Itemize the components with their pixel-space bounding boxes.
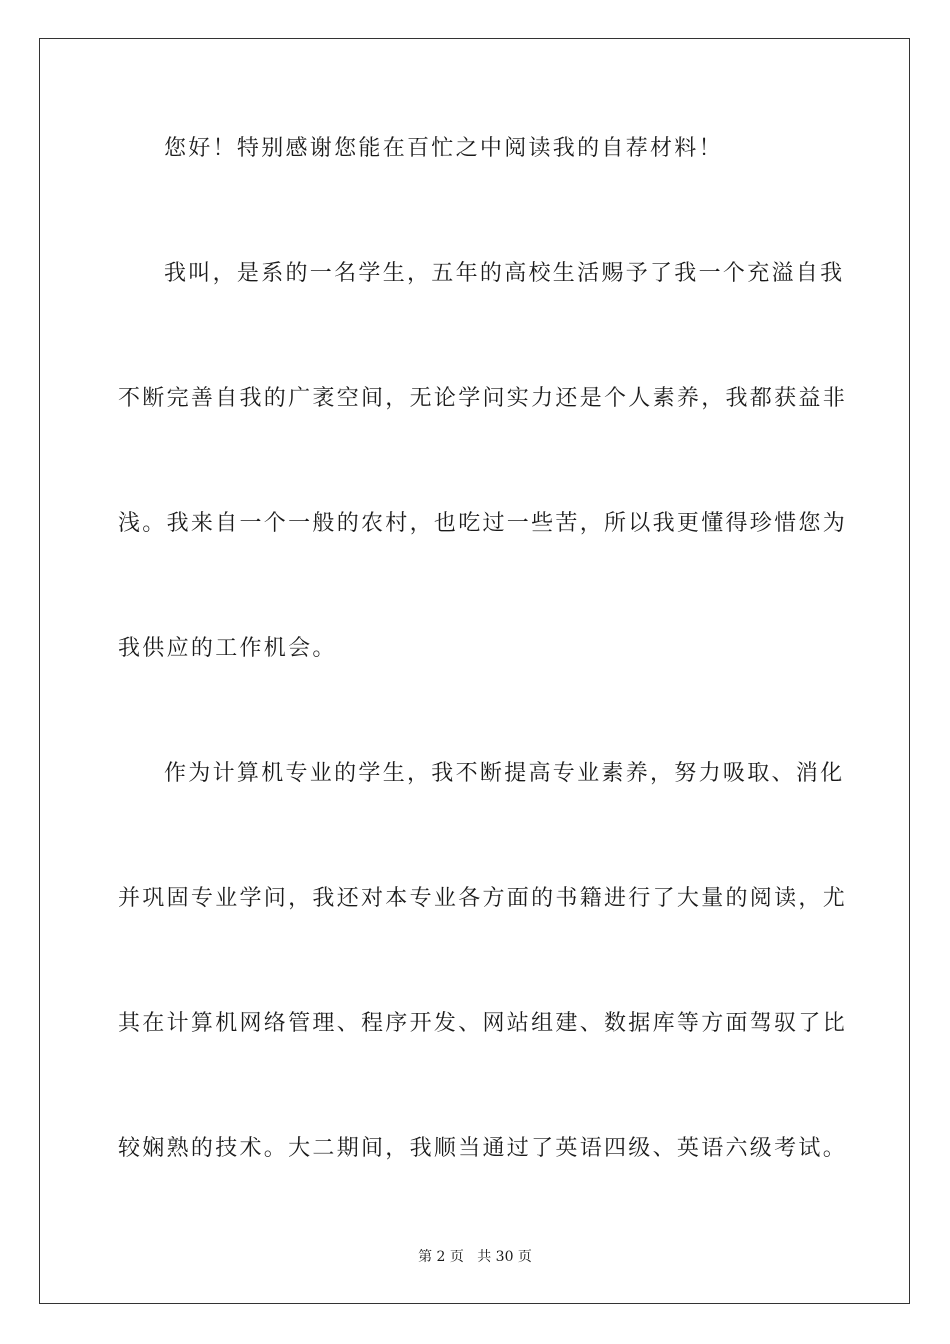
greeting-line: 您好！特别感谢您能在百忙之中阅读我的自荐材料！: [164, 136, 723, 161]
paragraph-1-line-2: 不断完善自我的广袤空间，无论学问实力还是个人素养，我都获益非: [118, 386, 848, 411]
paragraph-2-line-1: 作为计算机专业的学生，我不断提高专业素养，努力吸取、消化: [164, 761, 845, 786]
paragraph-1-line-4: 我供应的工作机会。: [118, 636, 337, 661]
paragraph-2-line-2: 并巩固专业学问，我还对本专业各方面的书籍进行了大量的阅读，尤: [118, 886, 848, 911]
page-number-footer: 第 2 页 共 30 页: [418, 1249, 532, 1265]
paragraph-1-line-1: 我叫，是系的一名学生，五年的高校生活赐予了我一个充溢自我: [164, 261, 845, 286]
page-border: [39, 38, 910, 1304]
paragraph-2-line-3: 其在计算机网络管理、程序开发、网站组建、数据库等方面驾驭了比: [118, 1011, 848, 1036]
paragraph-1-line-3: 浅。我来自一个一般的农村，也吃过一些苦，所以我更懂得珍惜您为: [118, 511, 848, 536]
paragraph-2-line-4: 较娴熟的技术。大二期间，我顺当通过了英语四级、英语六级考试。: [118, 1136, 848, 1161]
